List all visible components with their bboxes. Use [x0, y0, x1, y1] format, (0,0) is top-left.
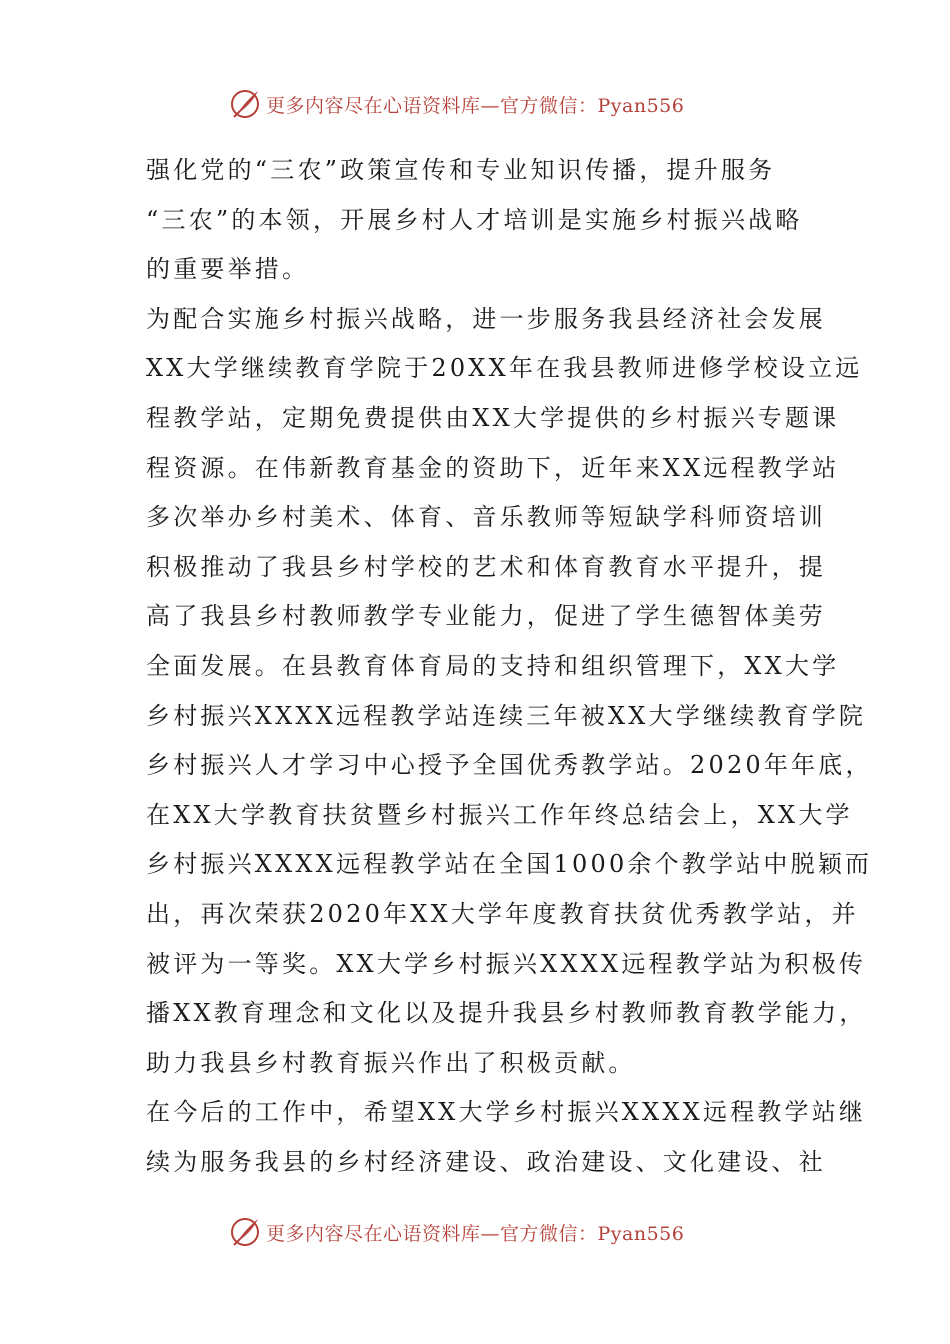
text-line: 在今后的工作中，希望XX大学乡村振兴XXXX远程教学站继 — [146, 1098, 867, 1127]
document-body — [146, 146, 873, 1187]
header-watermark — [228, 86, 684, 122]
text-line: 被评为一等奖。XX大学乡村振兴XXXX远程教学站为积极传 — [146, 949, 867, 978]
text-line: 乡村振兴XXXX远程教学站连续三年被XX大学继续教育学院 — [146, 701, 867, 730]
text-line: 播XX教育理念和文化以及提升我县乡村教师教育教学能力， — [146, 999, 867, 1028]
quill-pen-logo-icon — [228, 87, 262, 121]
text-line: 在XX大学教育扶贫暨乡村振兴工作年终总结会上，XX大学 — [146, 800, 853, 829]
text-line: 全面发展。在县教育体育局的支持和组织管理下，XX大学 — [146, 651, 840, 680]
text-line: 程资源。在伟新教育基金的资助下，近年来XX远程教学站 — [146, 453, 840, 482]
footer-watermark — [228, 1214, 684, 1250]
quill-pen-logo-icon — [228, 1215, 262, 1249]
text-line: 程教学站，定期免费提供由XX大学提供的乡村振兴专题课 — [146, 403, 840, 432]
watermark-text: 更多内容尽在心语资料库—官方微信：Pyan556 — [266, 94, 685, 117]
text-line: 的重要举措。 — [146, 255, 310, 284]
text-line: 乡村振兴人才学习中心授予全国优秀教学站。2020年年底， — [146, 751, 873, 780]
text-line: “三农”的本领，开展乡村人才培训是实施乡村振兴战略 — [146, 205, 803, 234]
text-line: 乡村振兴XXXX远程教学站在全国1000余个教学站中脱颖而 — [146, 850, 873, 879]
text-line: 为配合实施乡村振兴战略，进一步服务我县经济社会发展 — [146, 304, 826, 333]
text-line: 强化党的“三农”政策宣传和专业知识传播，提升服务 — [146, 156, 776, 184]
text-line: 多次举办乡村美术、体育、音乐教师等短缺学科师资培训 — [146, 503, 826, 532]
text-line: 出，再次荣获2020年XX大学年度教育扶贫优秀教学站，并 — [146, 899, 859, 928]
text-line: 积极推动了我县乡村学校的艺术和体育教育水平提升，提 — [146, 552, 826, 581]
text-line: 高了我县乡村教师教学专业能力，促进了学生德智体美劳 — [146, 602, 826, 631]
text-line: XX大学继续教育学院于20XX年在我县教师进修学校设立远 — [146, 354, 863, 383]
text-line: 助力我县乡村教育振兴作出了积极贡献。 — [146, 1048, 636, 1077]
watermark-text: 更多内容尽在心语资料库—官方微信：Pyan556 — [266, 1222, 685, 1245]
text-line: 续为服务我县的乡村经济建设、政治建设、文化建设、社 — [146, 1147, 826, 1176]
